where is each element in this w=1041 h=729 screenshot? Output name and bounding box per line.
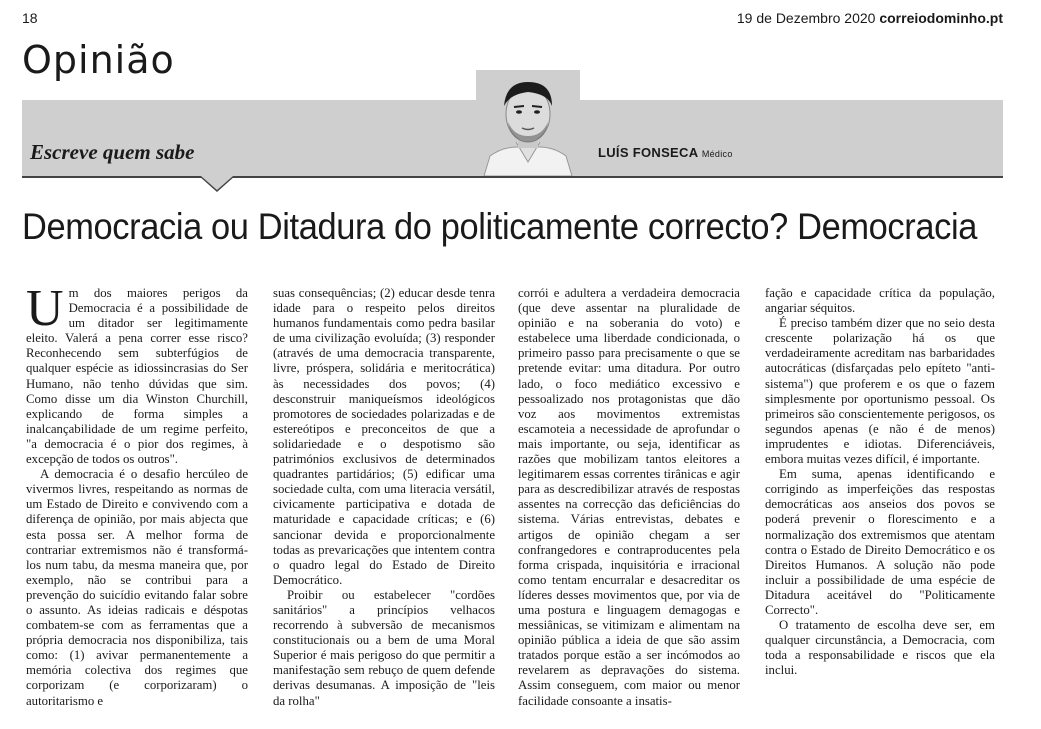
paragraph: suas consequências; (2) educar desde tenra idade para o respeito pelos direitos humanos fundamentais como pedra basilar de uma civilização evoluída; (3) responder (através de uma democracia transparente, livre, próspera, solidária e meritocrática) às necessidades dos povos; (4) desconstruir maniqueísmos ideológicos promotores de sociedades polarizadas e de estereótipos e preconceitos de que a solidariedade e o despotismo são patrimónios exclusivos de determinados quadrantes partidários; (5) edificar uma sociedade culta, com uma literacia versátil, civicamente participativa e dotada de maturidade e capacidade críticas; e (6) sancionar devida e proporcionalmente todas as prevaricações que intentem contra o quadro legal do Estado de Direito Democrático.	[273, 286, 495, 587]
dateline	[737, 10, 1003, 26]
page-header	[22, 6, 1003, 28]
header-divider	[22, 176, 1003, 178]
author-name: LUÍS FONSECA	[598, 145, 698, 160]
article-column-3	[518, 286, 740, 709]
paragraph: Proibir ou estabelecer "cordões sanitários" a princípios velhacos recorrendo à subversão de mecanismos constitucionais ou a bem de uma Moral Superior é mais perigoso do que permitir a manifestação sem rebuço de quem defende derivas desumanas. A imposição de "leis da rolha"	[273, 587, 495, 708]
paragraph-text: m dos maiores perigos da Democracia é a possibilidade de um ditador ser legitimamente eleito. Valerá a pena correr esse risco? Reconhecendo sem subterfúgios de qualquer espécie as idiossincrasias do Ser Humano, não tenho dúvidas que sim. Como disse um dia Winston Churchill, explicando de forma simples a inalcançabilidade de um regime perfeito, "a democracia é o pior dos regimes, à excepção de todos os outros".	[26, 286, 248, 467]
article-headline: Democracia ou Ditadura do politicamente correcto? Democracia	[22, 206, 977, 247]
paragraph: É preciso também dizer que no seio desta crescente polarização há os que verdadeiramente acreditam nas barbaridades autocráticas (disfarçadas pelo epíteto "anti-sistema") que proferem e os que o fazem simplesmente por oportunismo pessoal. Os primeiros são conscientemente perigosos, os segundos apenas (e não é de menos) imprudentes e idiotas. Diferenciáveis, embora muitas vezes difícil, é importante.	[765, 316, 995, 467]
author-photo	[476, 70, 580, 176]
page-number: 18	[22, 10, 38, 26]
article-column-4	[765, 286, 995, 678]
paragraph: fação e capacidade crítica da população, angariar séquitos.	[765, 286, 995, 316]
section-title: Opinião	[22, 38, 175, 82]
issue-date: 19 de Dezembro 2020	[736, 10, 876, 26]
divider-notch	[201, 176, 233, 190]
paragraph: O tratamento de escolha deve ser, em qualquer circunstância, a Democracia, com toda a responsabilidade e riscos que ela inclui.	[765, 618, 995, 678]
site-name[interactable]: correiodominho.pt	[879, 10, 1003, 26]
section-tagline: Escreve quem sabe	[30, 140, 195, 164]
article-column-2	[273, 286, 495, 709]
author-role: Médico	[701, 149, 733, 159]
paragraph	[26, 280, 248, 467]
author-byline	[598, 145, 733, 160]
paragraph: corrói e adultera a verdadeira democracia (que deve assentar na pluralidade de opinião e na soberania do voto) e estabelece uma liberdade condicionada, o primeiro passo para precisamente o que se pretende evitar: uma ditadura. Por outro lado, o foco mediático excessivo e pessoalizado nos protagonistas que dão voz aos movimentos extremistas escamoteia a necessidade de aprofundar o mais importante, ou seja, identificar as razões que mobilizam tantos eleitores a legitimarem essas correntes tirânicas e agir para as descredibilizar através de respostas assentes na correcção das deficiências do sistema. Várias entrevistas, debates e artigos de opinião chegam a ser confrangedores e contraproducentes pela forma crispada, inquisitória e irracional como tentam encurralar e desacreditar os líderes desses movimentos que, por via de uma postura e linguagem demagogas e messiânicas, se vitimizam e alimentam na opinião pública a ideia de que são assim tratados porque estão a ser incómodos ao revelarem as depravações do sistema. Assim conseguem, com maior ou menor facilidade consoante a insatis-	[518, 286, 740, 708]
paragraph: A democracia é o desafio hercúleo de vivermos livres, respeitando as normas de um Estado de Direito e convivendo com a diferença de opinião, por mais abjecta que esta possa ser. A melhor forma de contrariar extremismos não é transformá-los num tabu, da mesma maneira que, por exemplo, não se contribui para a prevenção do suicídio evitando falar sobre o assunto. As ideias radicais e déspotas combatem-se com as ferramentas que a própria democracia nos disponibiliza, tais como: (1) avivar permanentemente a memória colectiva dos regimes que corporizam (e corporizaram) o autoritarismo e	[26, 467, 248, 708]
paragraph: Em suma, apenas identificando e corrigindo as imperfeições das respostas democráticas aos anseios dos povos se poderá prevenir o florescimento e a normalização dos extremismos que atentam contra o Estado de Direito Democrático e os Direitos Humanos. A solução não pode incluir a possibilidade de uma espécie de Ditadura aceitável do "Politicamente Correcto".	[765, 467, 995, 617]
article-column-1	[26, 280, 248, 709]
drop-cap: U	[26, 280, 64, 337]
